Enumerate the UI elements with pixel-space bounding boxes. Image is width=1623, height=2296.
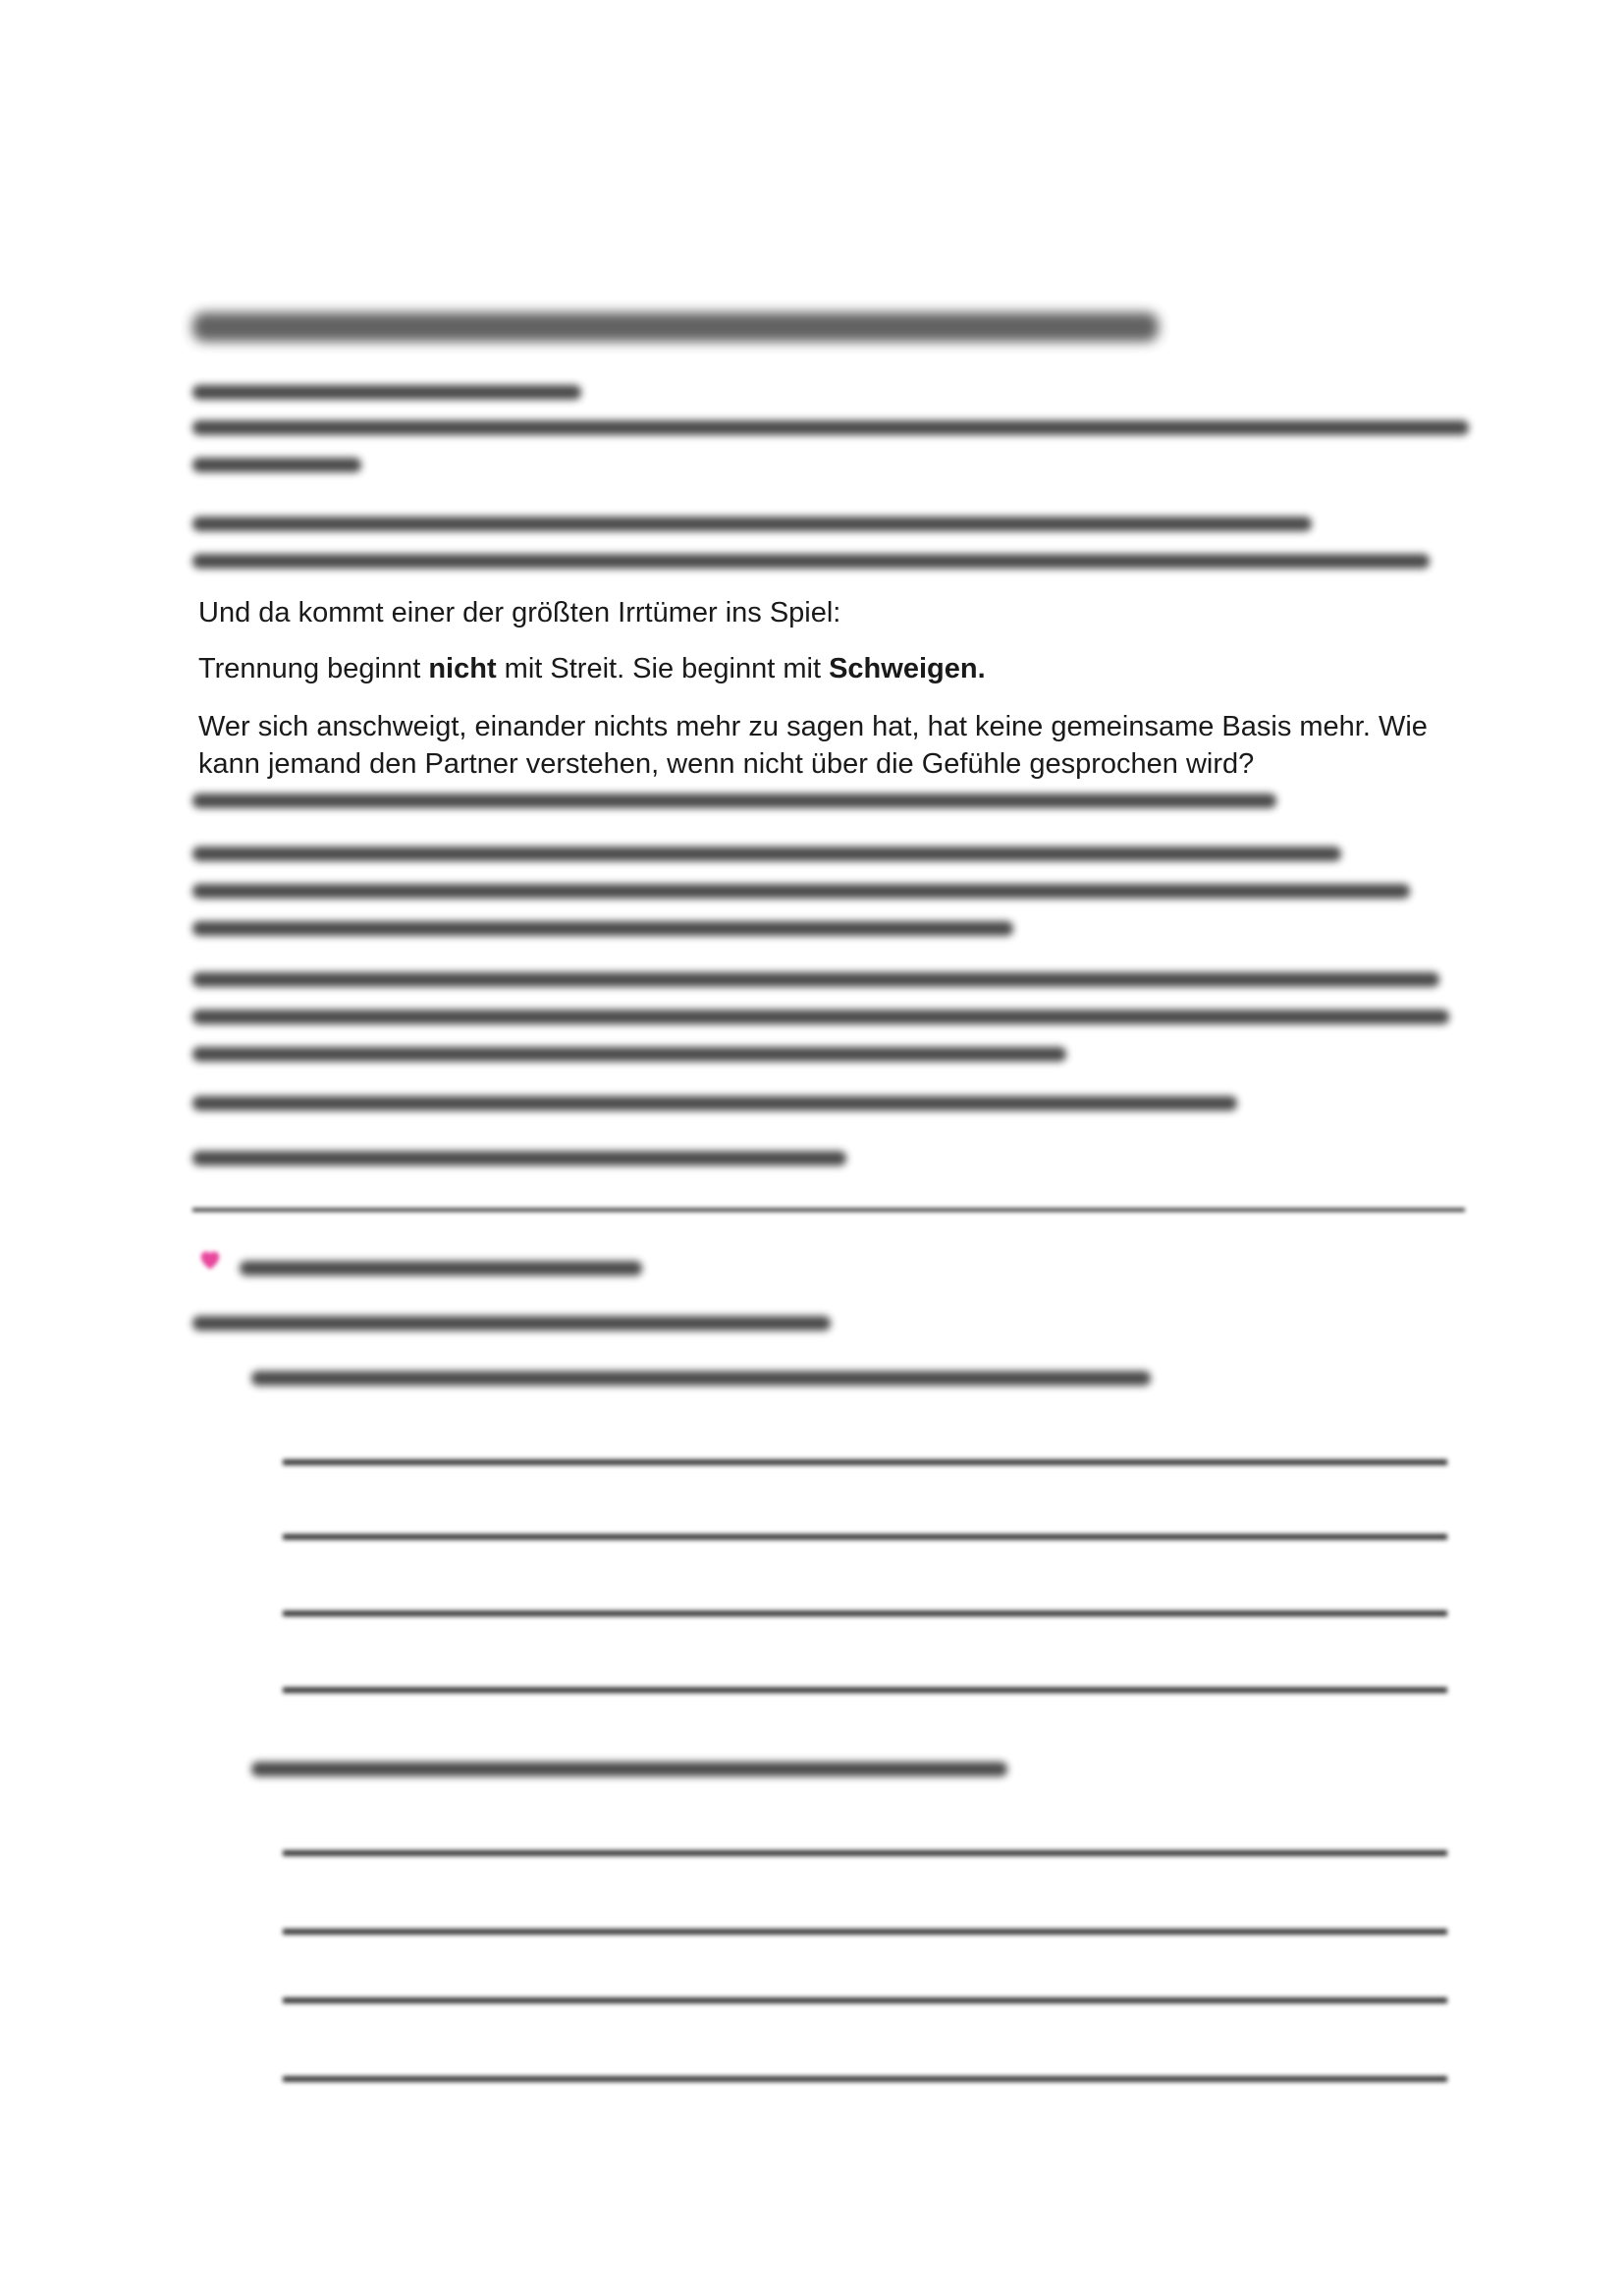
answer-line[interactable] xyxy=(283,1929,1447,1935)
blurred-text-line xyxy=(192,385,581,400)
blurred-text-line xyxy=(192,1096,1237,1111)
question-2-blurred xyxy=(251,1762,1007,1777)
blurred-text-line xyxy=(192,1316,831,1331)
text-line-2-start: Trennung beginnt xyxy=(198,653,429,684)
text-line-4: kann jemand den Partner verstehen, wenn nicht über die Gefühle gesprochen wird? xyxy=(198,748,1255,780)
answer-line[interactable] xyxy=(283,1534,1447,1540)
heart-icon xyxy=(196,1245,224,1273)
section-divider xyxy=(192,1208,1465,1212)
answer-line[interactable] xyxy=(283,1687,1447,1693)
answer-line[interactable] xyxy=(283,1611,1447,1616)
blurred-text-line xyxy=(192,972,1439,987)
blurred-text-line xyxy=(192,1047,1066,1062)
blurred-text-line xyxy=(192,420,1469,435)
text-line-1: Und da kommt einer der größten Irrtümer ins Spiel: xyxy=(198,597,841,629)
blurred-text-line xyxy=(192,458,361,472)
blurred-text-line xyxy=(192,1010,1449,1024)
blurred-text-line xyxy=(192,793,1276,808)
text-line-2 xyxy=(198,650,986,687)
answer-line[interactable] xyxy=(283,2076,1447,2082)
question-1-blurred xyxy=(251,1371,1151,1386)
blurred-text-line xyxy=(192,921,1013,936)
answer-line[interactable] xyxy=(283,1459,1447,1465)
blurred-text-line xyxy=(192,847,1341,861)
blurred-text-line xyxy=(192,1151,846,1166)
text-line-2-middle: mit Streit. Sie beginnt mit xyxy=(496,653,830,684)
answer-line[interactable] xyxy=(283,1850,1447,1856)
chapter-heading-blurred xyxy=(192,312,1159,342)
blurred-text-line xyxy=(192,554,1430,569)
answer-line[interactable] xyxy=(283,1997,1447,2003)
exercise-title-blurred xyxy=(240,1261,642,1276)
blurred-text-line xyxy=(192,884,1410,899)
blurred-text-line xyxy=(192,517,1312,531)
emphasis-nicht: nicht xyxy=(428,653,497,684)
emphasis-schweigen: Schweigen. xyxy=(829,653,986,684)
text-line-3: Wer sich anschweigt, einander nichts mehr zu sagen hat, hat keine gemeinsame Basis mehr. Wie xyxy=(198,711,1428,742)
